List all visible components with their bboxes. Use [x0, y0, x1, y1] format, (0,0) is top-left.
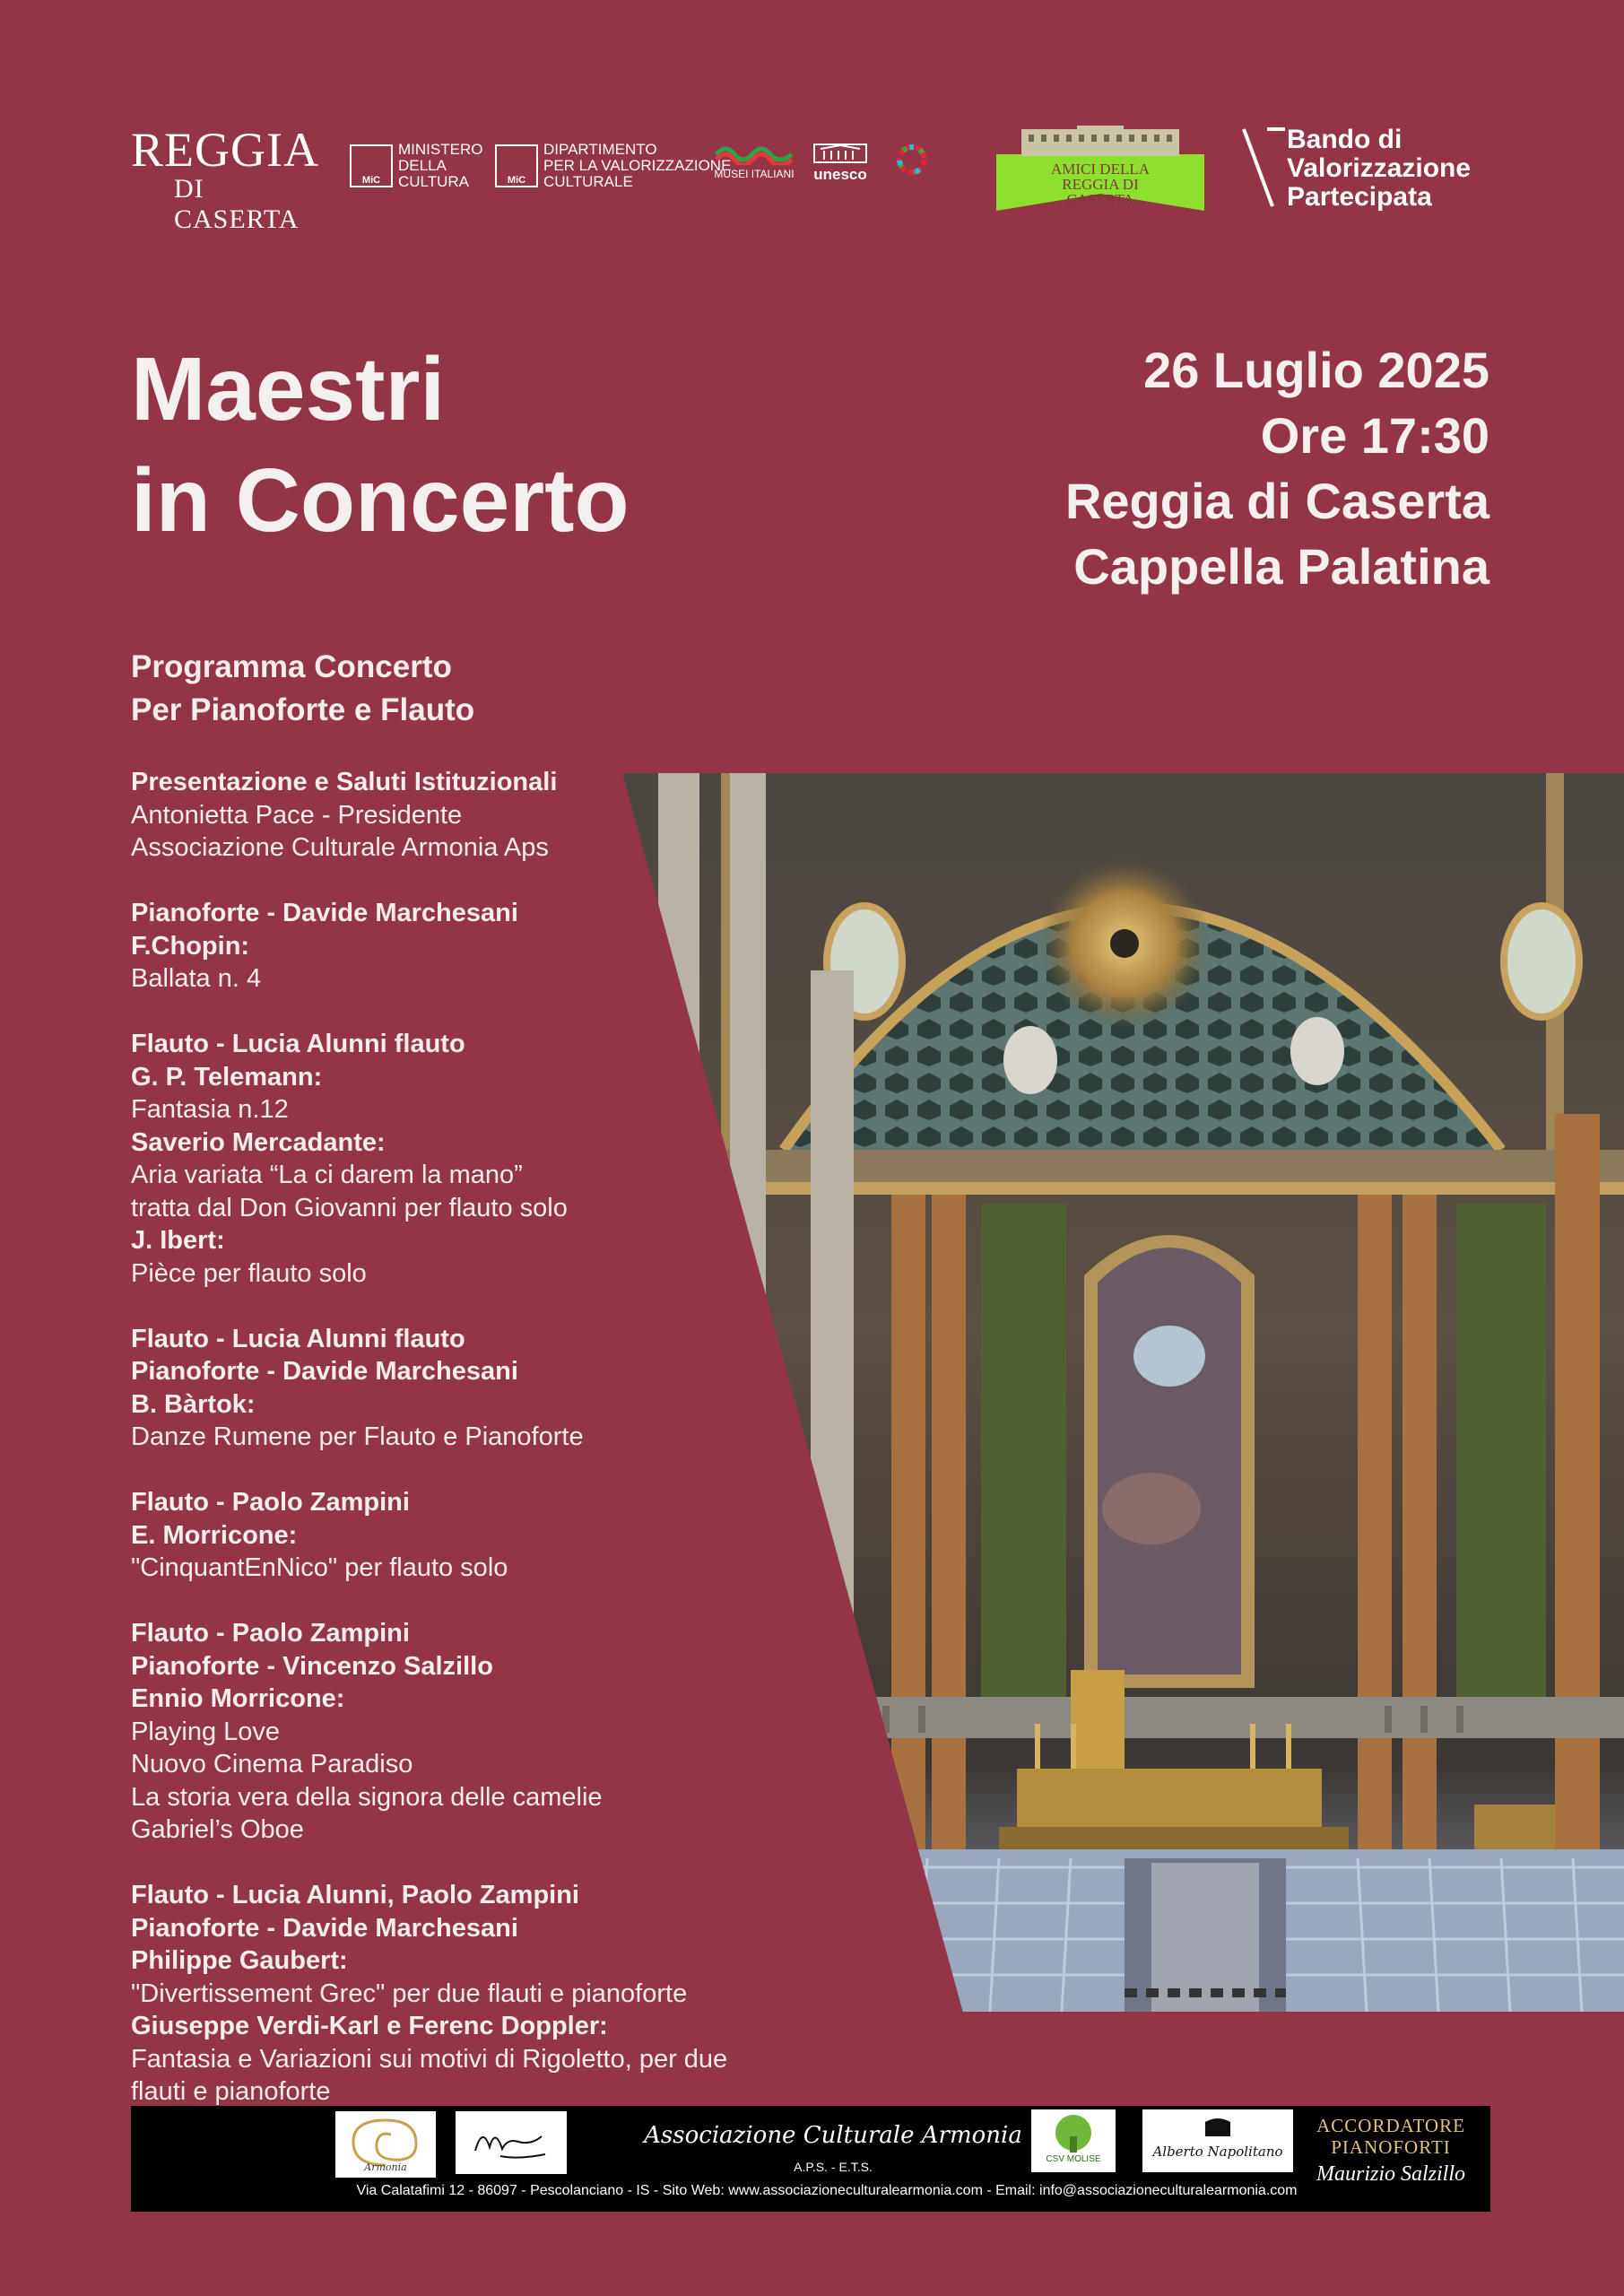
program-piece: flauti e pianoforte	[131, 2077, 331, 2106]
event-date: 26 Luglio 2025	[1143, 342, 1489, 398]
accordatore-logo	[1297, 2115, 1485, 2185]
program-piece: Gabriel’s Oboe	[131, 1815, 304, 1844]
program-block	[131, 1486, 920, 1585]
program-performer: Pianoforte - Vincenzo Salzillo	[131, 1651, 493, 1681]
reggia-di-caserta-logo	[131, 123, 323, 234]
subtitle-line1: Programma Concerto	[131, 649, 452, 684]
alberto-napolitano-logo	[1142, 2109, 1293, 2172]
bando-line2: Valorizzazione	[1287, 153, 1472, 183]
reggia-logo-line1: REGGIA	[131, 123, 319, 177]
piano-icon	[1142, 2109, 1293, 2145]
program-block	[131, 1028, 920, 1290]
event-venue: Reggia di Caserta	[1064, 473, 1489, 529]
event-info	[1065, 337, 1489, 599]
dipartimento-line3: CULTURALE	[543, 173, 633, 190]
program-piece: Aria variata “La ci darem la mano”	[131, 1161, 523, 1189]
ministero-line3: CULTURA	[398, 173, 470, 190]
program-piece: Fantasia e Variazioni sui motivi di Rigoletto, per due	[131, 2044, 728, 2074]
amici-line2: REGGIA DI CASERTA	[1062, 176, 1139, 208]
ministero-line1: MINISTERO	[398, 141, 483, 158]
unesco-label: unesco	[813, 166, 867, 183]
program-piece: Ballata n. 4	[131, 964, 262, 993]
title-line1: Maestri	[131, 339, 446, 439]
unesco-logo	[812, 144, 869, 184]
program-line: Associazione Culturale Armonia Aps	[131, 833, 549, 862]
event-time: Ore 17:30	[1260, 407, 1489, 464]
sdg-wheel-icon	[894, 142, 934, 181]
program-performer: Flauto - Paolo Zampini	[131, 1619, 410, 1648]
program-performer: Flauto - Lucia Alunni flauto	[131, 1324, 465, 1353]
bando-valorizzazione-logo	[1240, 126, 1500, 211]
musei-italiani-icon	[715, 142, 794, 165]
program-composer: Saverio Mercadante:	[131, 1127, 386, 1157]
program-subtitle	[131, 646, 474, 732]
concert-title	[131, 334, 630, 556]
program-piece: "CinquantEnNico" per flauto solo	[131, 1553, 508, 1582]
subtitle-line2: Per Pianoforte e Flauto	[131, 692, 475, 727]
program-composer: J. Ibert:	[131, 1226, 225, 1255]
concert-program	[131, 766, 920, 2141]
mp-signature-logo	[456, 2111, 567, 2174]
unesco-temple-icon	[813, 144, 867, 163]
amici-line1: AMICI DELLA	[1050, 161, 1150, 178]
program-piece: Pièce per flauto solo	[131, 1258, 367, 1288]
program-block	[131, 1323, 920, 1454]
program-composer: Giuseppe Verdi-Karl e Ferenc Doppler:	[131, 2012, 608, 2040]
program-piece: "Divertissement Grec" per due flauti e pianoforte	[131, 1979, 688, 2008]
program-block	[131, 897, 920, 996]
amici-reggia-logo	[996, 126, 1204, 211]
program-composer: G. P. Telemann:	[131, 1062, 323, 1091]
program-performer: Pianoforte - Davide Marchesani	[131, 899, 518, 927]
program-performer: Flauto - Lucia Alunni flauto	[131, 1030, 465, 1058]
mp-signature-icon	[456, 2111, 567, 2174]
program-composer: E. Morricone:	[131, 1520, 298, 1550]
musei-italiani-label: MUSEI ITALIANI	[714, 168, 795, 180]
mic-badge-icon: MiC	[495, 144, 538, 187]
bando-line1: Bando di	[1287, 125, 1403, 154]
program-piece: Playing Love	[131, 1717, 281, 1746]
program-performer: Pianoforte - Davide Marchesani	[131, 1913, 518, 1943]
program-heading: Presentazione e Saluti Istituzionali	[131, 768, 558, 796]
dipartimento-line1: DIPARTIMENTO	[543, 141, 657, 158]
program-piece: tratta dal Don Giovanni per flauto solo	[131, 1193, 568, 1222]
csv-molise-logo	[1031, 2109, 1116, 2172]
bando-slash-icon	[1240, 126, 1285, 211]
csv-molise-label: CSV MOLISE	[1046, 2154, 1101, 2164]
footer-address: Via Calatafimi 12 - 86097 - Pescolanciano - IS - Sito Web: www.associazioneculturalearmonia.com - Email: info@associazioneculturalearmonia.com	[356, 2183, 1298, 2198]
dipartimento-line2: PER LA VALORIZZAZIONE	[543, 157, 732, 174]
alberto-napolitano-label: Alberto Napolitano	[1152, 2144, 1283, 2160]
accordatore-signature: Maurizio Salzillo	[1316, 2162, 1466, 2186]
event-place: Cappella Palatina	[1073, 538, 1489, 595]
musei-italiani-logo	[713, 142, 795, 180]
program-composer: Ennio Morricone:	[131, 1684, 345, 1713]
bando-line3: Partecipata	[1287, 182, 1432, 212]
program-composer: F.Chopin:	[131, 931, 250, 961]
program-piece: Danze Rumene per Flauto e Pianoforte	[131, 1422, 584, 1451]
program-block	[131, 1617, 920, 1847]
dipartimento-logo	[495, 142, 731, 190]
sponsor-footer	[131, 2106, 1490, 2212]
ministero-line2: DELLA	[398, 157, 447, 174]
armonia-logo-label: Armonia	[364, 2161, 407, 2173]
program-performer: Pianoforte - Davide Marchesani	[131, 1357, 518, 1386]
accordatore-line1: ACCORDATORE	[1316, 2115, 1465, 2136]
program-composer: Philippe Gaubert:	[131, 1946, 348, 1975]
program-piece: Nuovo Cinema Paradiso	[131, 1750, 413, 1779]
program-performer: Flauto - Paolo Zampini	[131, 1488, 410, 1517]
program-block	[131, 766, 920, 865]
association-name: Associazione Culturale Armonia	[644, 2122, 1022, 2149]
program-performer: Flauto - Lucia Alunni, Paolo Zampini	[131, 1881, 579, 1909]
program-line: Antonietta Pace - Presidente	[131, 800, 463, 830]
association-aps: A.P.S. - E.T.S.	[794, 2160, 873, 2174]
program-piece: Fantasia n.12	[131, 1095, 289, 1124]
mic-badge-icon: MiC	[350, 144, 393, 187]
title-line2: in Concerto	[131, 450, 630, 551]
accordatore-line2: PIANOFORTI	[1331, 2136, 1451, 2158]
program-piece: La storia vera della signora delle camelie	[131, 1782, 603, 1812]
program-composer: B. Bàrtok:	[131, 1389, 256, 1419]
ministero-cultura-logo	[350, 142, 482, 190]
program-block	[131, 1879, 920, 2109]
armonia-logo	[335, 2111, 436, 2178]
reggia-logo-line2: DI CASERTA	[174, 174, 300, 234]
